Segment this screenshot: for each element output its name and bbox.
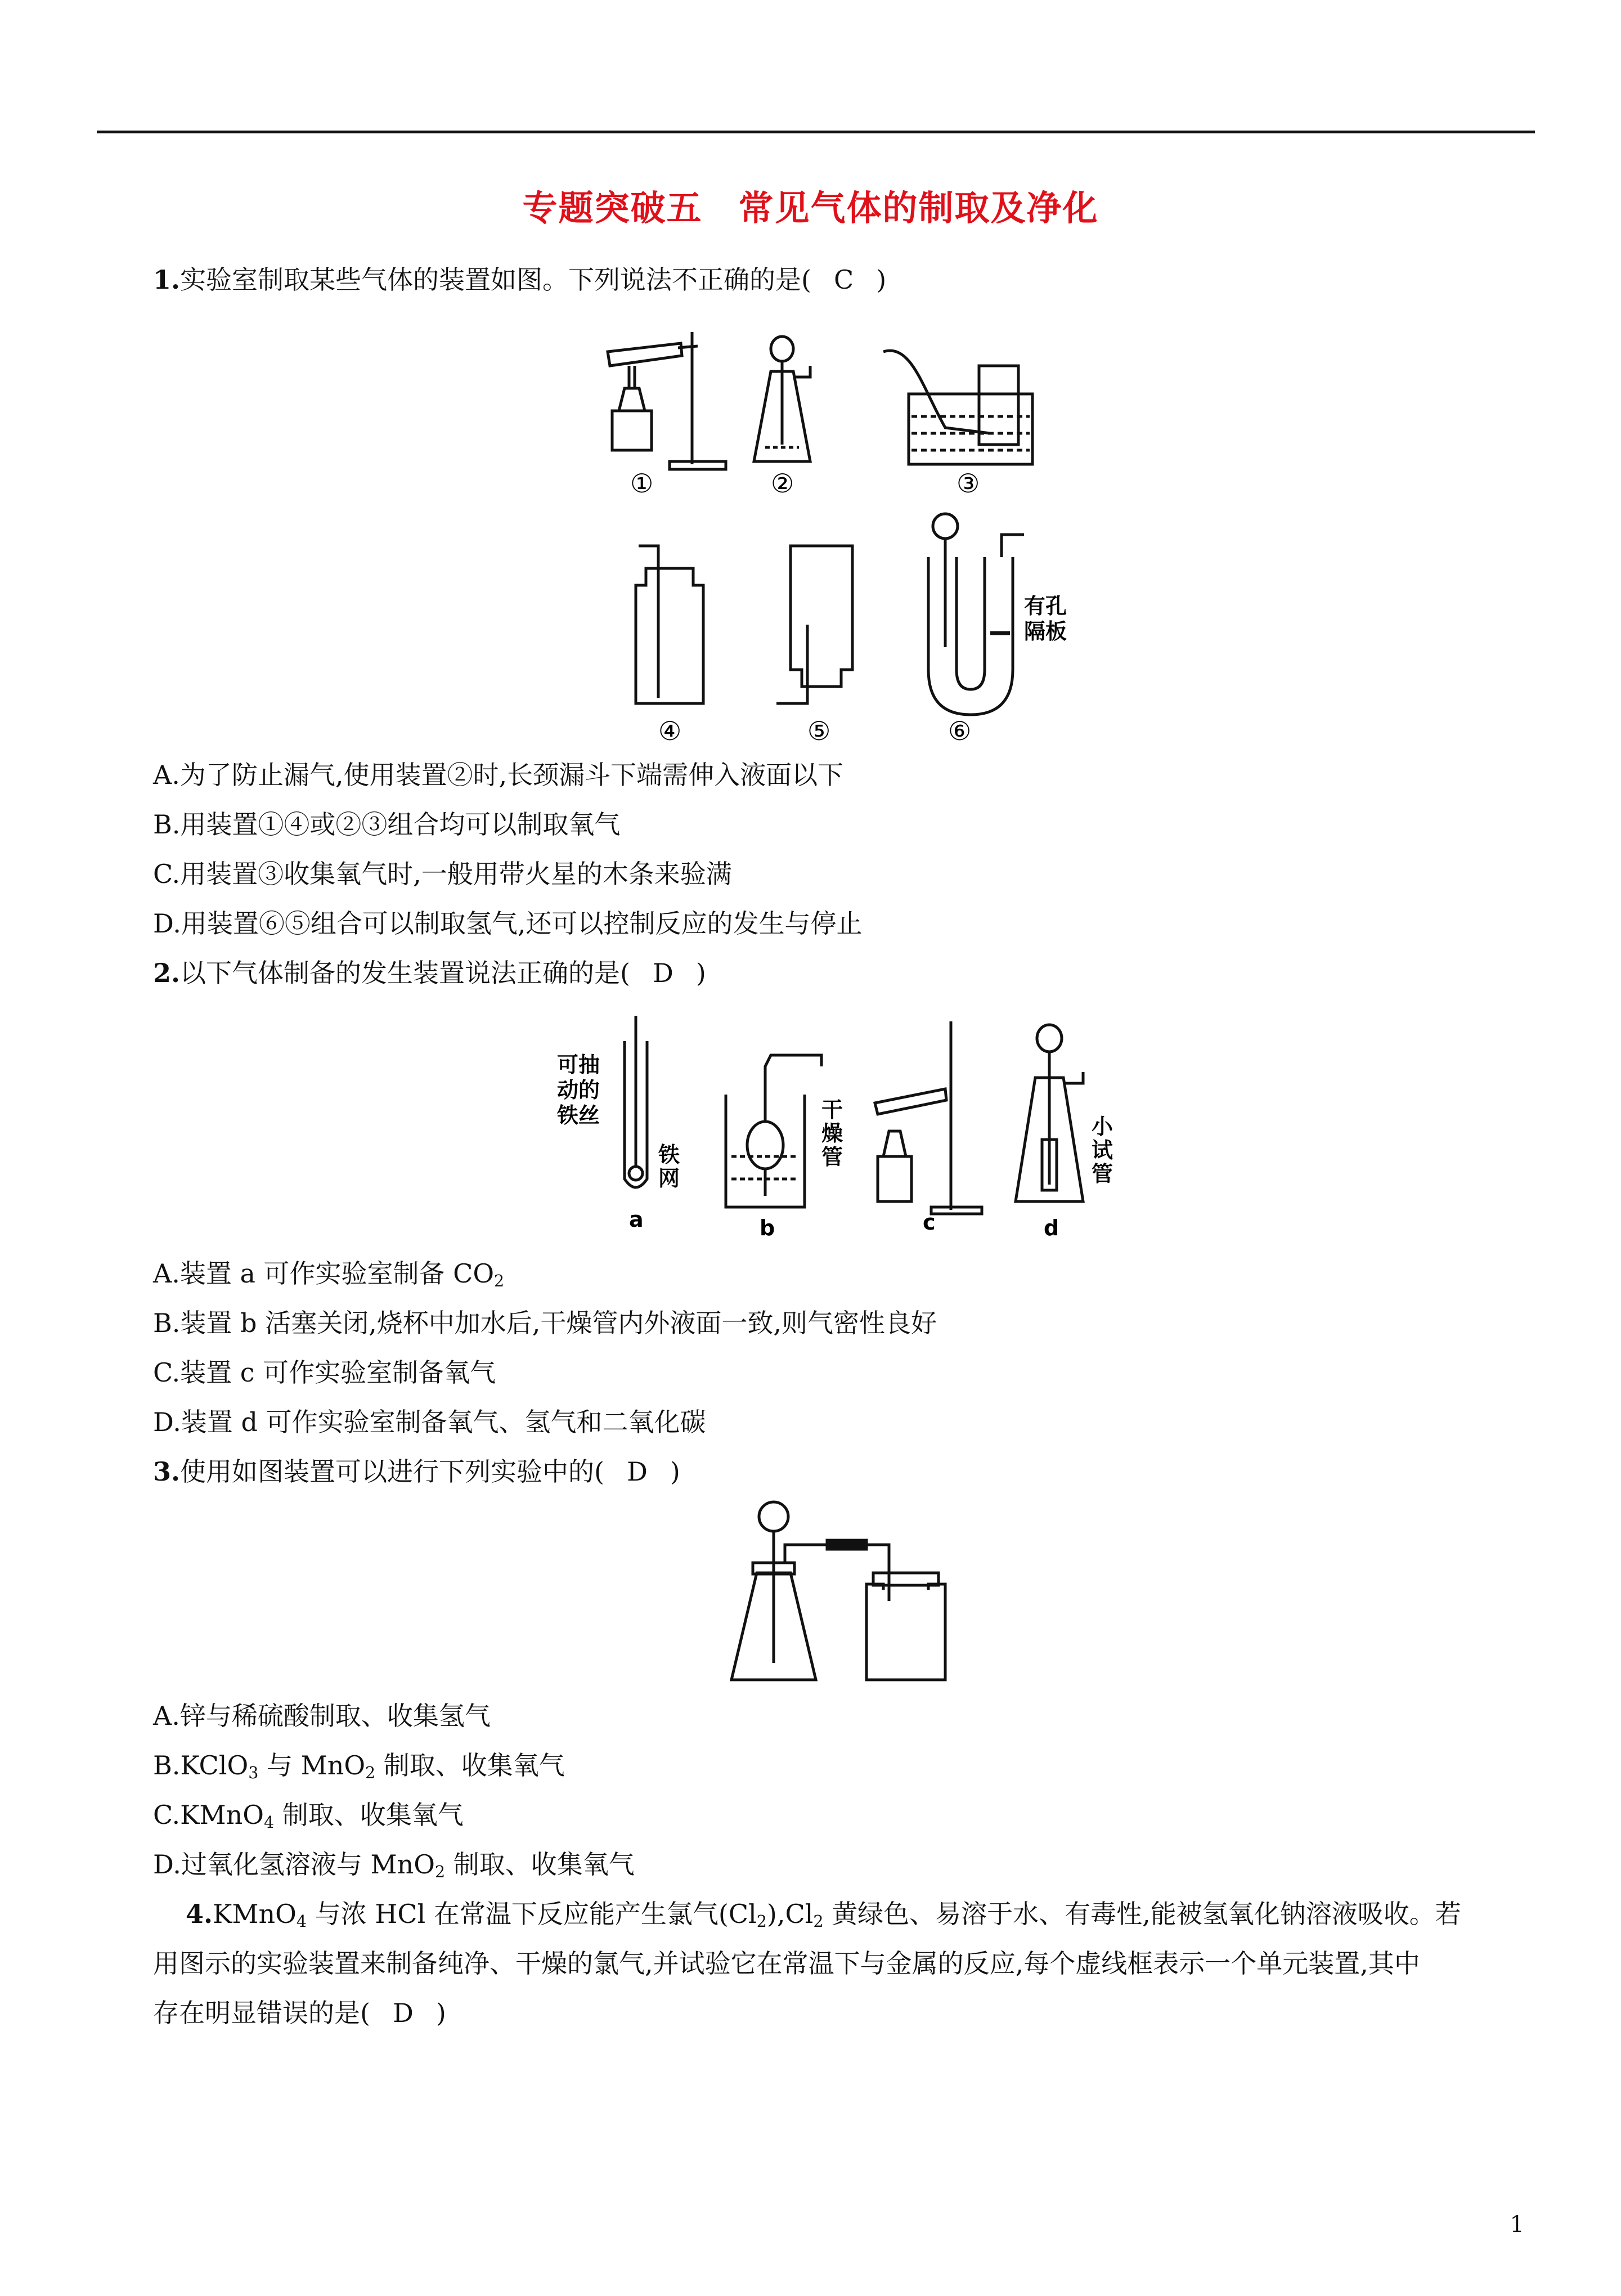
- q4-p3: ),Cl: [766, 1899, 814, 1929]
- q3-option-a: A.锌与稀硫酸制取、收集氢气: [153, 1701, 491, 1731]
- label-mesh-1: 铁: [658, 1142, 680, 1167]
- q4-p2: 与浓 HCl 在常温下反应能产生氯气(Cl: [307, 1899, 757, 1929]
- apparatus-3: [883, 351, 1032, 464]
- caption-2: ②: [771, 468, 794, 499]
- q3-c-1-sub: 4: [263, 1813, 275, 1832]
- label-wire-1: 可抽: [557, 1052, 600, 1077]
- q3-d-1-sub: 2: [434, 1863, 446, 1882]
- q2-figure: [557, 1010, 1137, 1246]
- q4-p3-sub: 2: [813, 1912, 824, 1931]
- q4-line-3-text: 存在明显错误的是(: [153, 1998, 370, 2028]
- q3-b-3: 制取、收集氧气: [375, 1750, 565, 1781]
- label-wire-2: 动的: [557, 1078, 600, 1102]
- caption-1: ①: [630, 468, 654, 499]
- q2-answer: D: [652, 958, 673, 988]
- q1-option-a: A.为了防止漏气,使用装置②时,长颈漏斗下端需伸入液面以下: [153, 760, 844, 790]
- apparatus-1: [608, 332, 726, 469]
- label-dry-3: 管: [821, 1145, 843, 1169]
- q4-line-3: [153, 1998, 446, 2029]
- label-b: b: [760, 1216, 775, 1240]
- q3-option-b: [153, 1750, 565, 1783]
- q4-number: 4.: [186, 1899, 213, 1929]
- q1-option-c: C.用装置③收集氧气时,一般用带火星的木条来验满: [153, 859, 732, 889]
- apparatus-5: [776, 546, 852, 703]
- label-small-3: 管: [1092, 1162, 1113, 1186]
- q4-p4: 黄绿色、易溶于水、有毒性,能被氢氧化钠溶液吸收。若: [823, 1899, 1461, 1929]
- label-dry-1: 干: [821, 1097, 843, 1122]
- caption-6: ⑥: [948, 716, 972, 743]
- label-small-2: 试: [1092, 1138, 1113, 1163]
- q3-b-1: B.KClO: [153, 1750, 249, 1781]
- q4-answer: D: [392, 1998, 414, 2028]
- label-hole-1: 有孔: [1024, 594, 1067, 618]
- q1-stem-text: 实验室制取某些气体的装置如图。下列说法不正确的是(: [180, 264, 811, 295]
- q4-line-1: [186, 1899, 1461, 1931]
- label-wire-3: 铁丝: [557, 1103, 600, 1128]
- q3-option-d: [153, 1849, 635, 1882]
- header-rule: [97, 131, 1535, 133]
- q2-option-a: [153, 1258, 504, 1291]
- apparatus-6: [928, 514, 1024, 715]
- q1-stem: [153, 264, 886, 295]
- label-small-1: 小: [1092, 1114, 1113, 1139]
- apparatus-d: [1016, 1025, 1083, 1201]
- q3-number: 3.: [153, 1456, 181, 1487]
- apparatus-4: [636, 546, 703, 703]
- q2-option-b: B.装置 b 活塞关闭,烧杯中加水后,干燥管内外液面一致,则气密性良好: [153, 1308, 937, 1338]
- apparatus-b: [726, 1055, 821, 1207]
- q4-p1-sub: 4: [296, 1912, 307, 1931]
- label-c: c: [923, 1210, 936, 1235]
- label-d: d: [1044, 1216, 1059, 1240]
- q2-option-c: C.装置 c 可作实验室制备氧气: [153, 1357, 496, 1388]
- q1-answer: C: [833, 264, 854, 295]
- q4-line-2: 用图示的实验装置来制备纯净、干燥的氯气,并试验它在常温下与金属的反应,每个虚线框表示一个单元装置,其中: [153, 1948, 1420, 1979]
- q3-stem-text: 使用如图装置可以进行下列实验中的(: [180, 1456, 604, 1487]
- q1-option-d: D.用装置⑥⑤组合可以制取氢气,还可以控制反应的发生与停止: [153, 908, 863, 939]
- q2-option-a-text: A.装置 a 可作实验室制备 CO: [153, 1258, 495, 1289]
- q3-b-2: 与 MnO: [258, 1750, 366, 1781]
- q4-close: ): [435, 1998, 446, 2028]
- label-dry-2: 燥: [821, 1121, 843, 1146]
- q4-p2-sub: 2: [756, 1912, 767, 1931]
- q3-figure: [726, 1500, 979, 1691]
- q1-option-b: B.用装置①④或②③组合均可以制取氧气: [153, 809, 621, 840]
- page-title: 专题突破五 常见气体的制取及净化: [522, 187, 1099, 228]
- caption-5: ⑤: [807, 716, 831, 743]
- caption-4: ④: [658, 716, 682, 743]
- q2-number: 2.: [153, 958, 181, 988]
- q3-stem: [153, 1456, 680, 1487]
- q3-b-2-sub: 2: [365, 1764, 376, 1783]
- q2-stem-text: 以下气体制备的发生装置说法正确的是(: [180, 958, 630, 988]
- q4-p1: KMnO: [213, 1899, 297, 1929]
- label-mesh-2: 网: [658, 1166, 680, 1191]
- q2-close: ): [695, 958, 706, 988]
- q2-option-a-sub: 2: [494, 1272, 505, 1291]
- q3-option-c: [153, 1800, 464, 1832]
- q2-stem: [153, 958, 706, 989]
- q1-close: ): [876, 264, 887, 295]
- apparatus-c: [875, 1021, 982, 1214]
- q3-d-2: 制取、收集氧气: [445, 1849, 635, 1880]
- q3-c-2: 制取、收集氧气: [274, 1800, 464, 1830]
- q3-d-1: D.过氧化氢溶液与 MnO: [153, 1849, 435, 1880]
- apparatus-a: [625, 1016, 647, 1187]
- page-number: 1: [1510, 2212, 1524, 2237]
- apparatus-2: [754, 337, 810, 461]
- q1-number: 1.: [153, 264, 181, 295]
- q3-b-1-sub: 3: [248, 1764, 259, 1783]
- q3-answer: D: [626, 1456, 648, 1487]
- label-a: a: [629, 1207, 644, 1232]
- caption-3: ③: [957, 468, 980, 499]
- q3-close: ): [670, 1456, 680, 1487]
- q2-option-d: D.装置 d 可作实验室制备氧气、氢气和二氧化碳: [153, 1407, 706, 1437]
- q1-figure: [596, 321, 1103, 743]
- q3-c-1: C.KMnO: [153, 1800, 264, 1830]
- label-hole-2: 隔板: [1024, 619, 1067, 644]
